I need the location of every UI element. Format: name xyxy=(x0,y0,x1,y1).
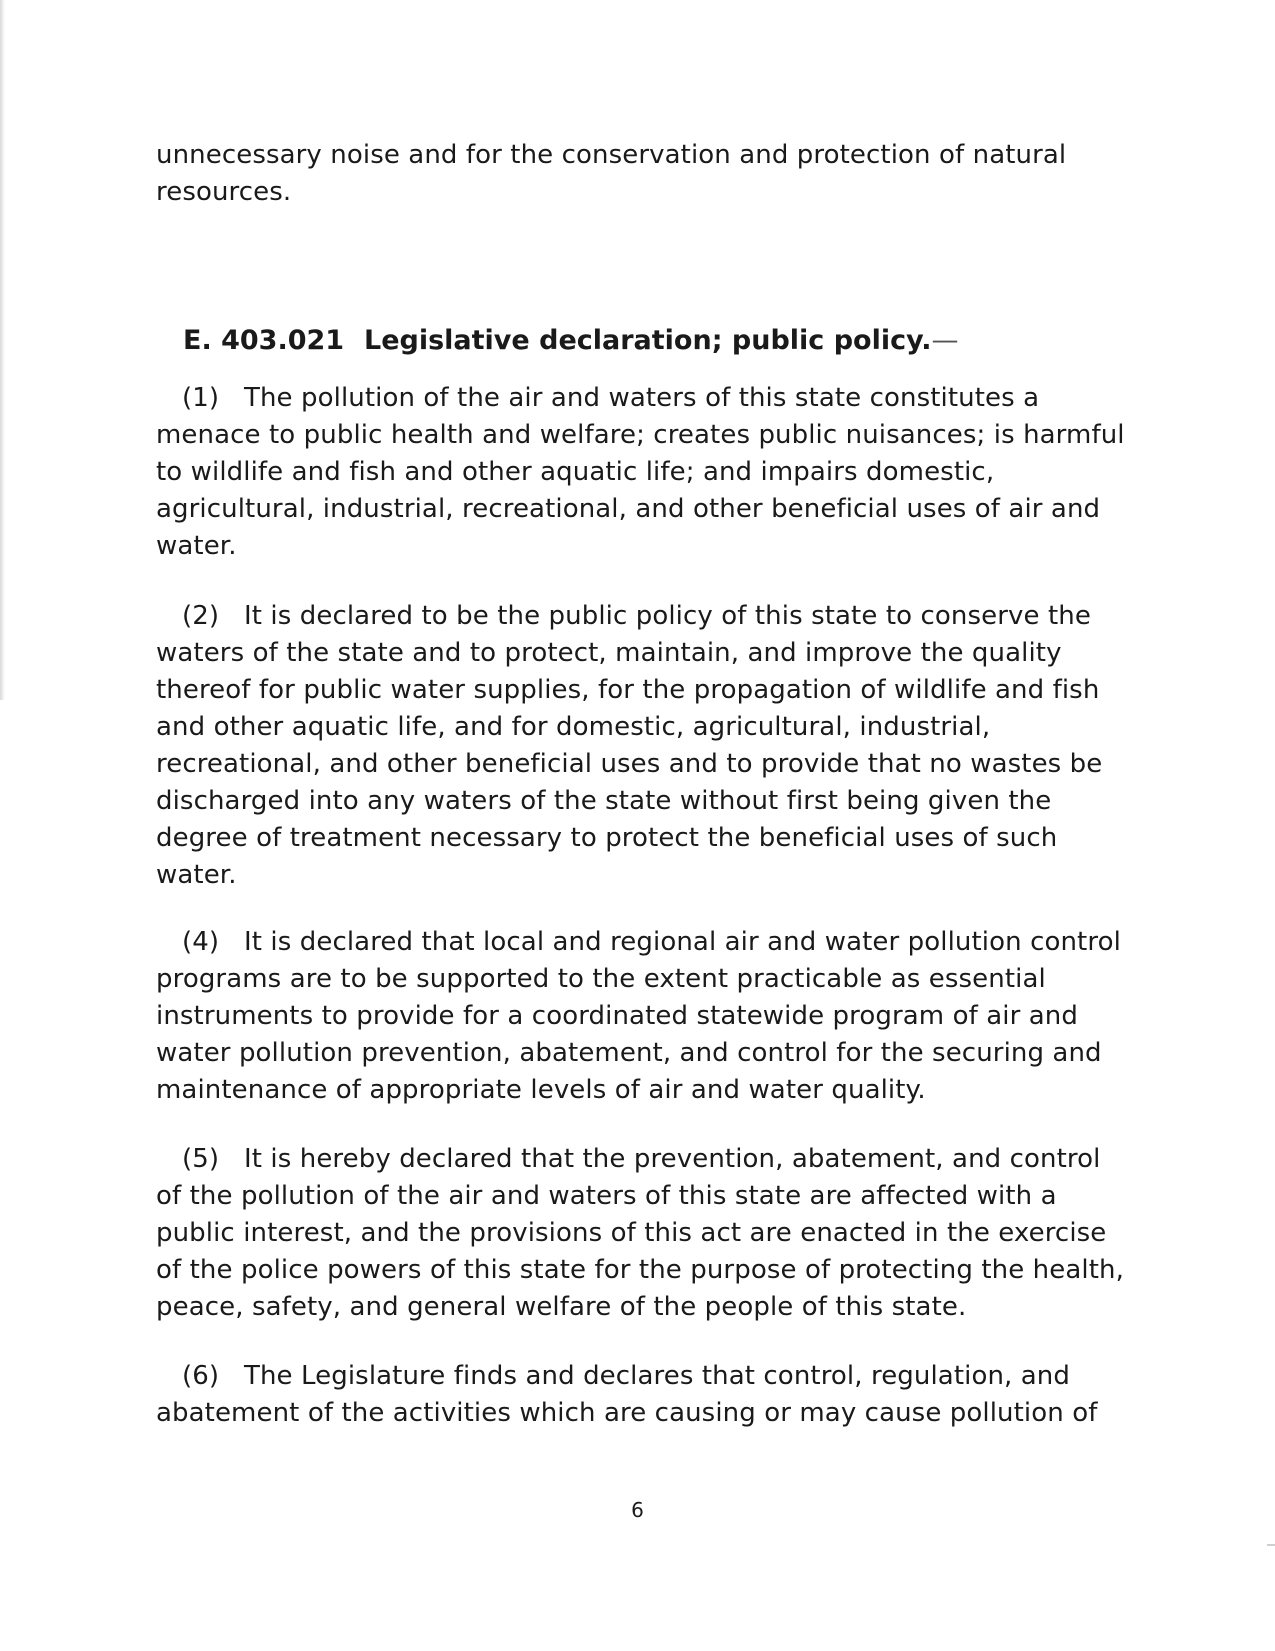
intro-fragment-text: unnecessary noise and for the conservation and protection of natural resources. xyxy=(156,140,1067,207)
section-dash: — xyxy=(931,325,959,356)
scan-edge-shadow xyxy=(0,0,5,700)
paragraph-number: (6) xyxy=(182,1361,220,1391)
paragraph-number: (5) xyxy=(182,1144,220,1174)
scan-mark xyxy=(1267,1544,1275,1546)
intro-fragment xyxy=(156,137,1131,211)
paragraph-text: The pollution of the air and waters of this state constitutes a menace to public health and welfare; creates public nuisances; is harmful to wildlife and fish and other aquatic life; and impairs domestic, agricultural, industrial, recreational, and other beneficial uses of air and water. xyxy=(156,383,1125,561)
paragraph-number: (2) xyxy=(182,601,220,631)
paragraph-1 xyxy=(156,380,1131,565)
paragraph-number: (1) xyxy=(182,383,220,413)
section-title: Legislative declaration; public policy. xyxy=(364,325,932,356)
paragraph-6 xyxy=(156,1358,1131,1432)
paragraph-5 xyxy=(156,1141,1131,1326)
paragraph-text: It is hereby declared that the prevention, abatement, and control of the pollution of the air and waters of this state are affected with a public interest, and the provisions of this act are enacted in the exercise of the police powers of this state for the purpose of protecting the health, peace, safety, and general welfare of the people of this state. xyxy=(156,1144,1124,1322)
paragraph-4 xyxy=(156,924,1131,1109)
section-number: E. 403.021 xyxy=(183,325,345,356)
section-heading xyxy=(183,322,958,359)
paragraph-2 xyxy=(156,598,1131,894)
paragraph-text: It is declared that local and regional air and water pollution control programs are to be supported to the extent practicable as essential instruments to provide for a coordinated statewide program of air and water pollution prevention, abatement, and control for the securing and maintenance of appropriate levels of air and water quality. xyxy=(156,927,1121,1105)
paragraph-number: (4) xyxy=(182,927,220,957)
page-number: 6 xyxy=(631,1498,644,1522)
paragraph-text: The Legislature finds and declares that control, regulation, and abatement of the activities which are causing or may cause pollution of xyxy=(156,1361,1098,1428)
paragraph-text: It is declared to be the public policy of this state to conserve the waters of the state and to protect, maintain, and improve the quality thereof for public water supplies, for the propagation of wildlife and fish and other aquatic life, and for domestic, agricultural, industrial, recreational, and other beneficial uses and to provide that no wastes be discharged into any waters of the state without first being given the degree of treatment necessary to protect the beneficial uses of such water. xyxy=(156,601,1103,890)
